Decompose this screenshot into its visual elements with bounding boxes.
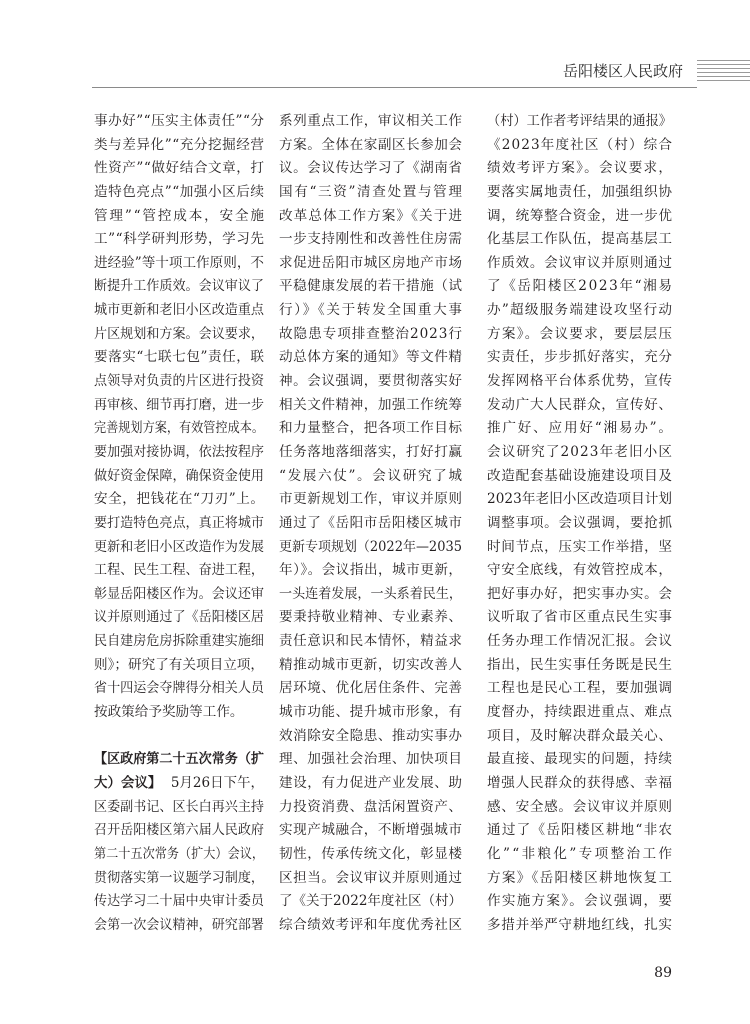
text-line: 故隐患专项排查整治2023行 <box>279 325 463 342</box>
text-line: 市更新规划工作，审议并原则 <box>279 491 463 508</box>
text-line: 综合绩效考评和年度优秀社区 <box>279 916 463 933</box>
text-line: “发展六仗”。会议研究了城 <box>279 467 464 484</box>
text-line: 通过了《岳阳市岳阳楼区城市 <box>279 514 463 531</box>
text-line: 求促进岳阳市城区房地产市场 <box>279 254 463 271</box>
text-line: 最直接、最现实的问题，持续 <box>487 751 673 768</box>
text-line: 更新专项规划（2022年—2035 <box>279 538 462 555</box>
text-line: 工程、民生工程、奋进工程， <box>94 562 264 579</box>
text-line: 要落实属地责任，加强组织协 <box>487 183 673 200</box>
header-rule <box>92 87 697 88</box>
text-line: 和力量整合，把各项工作目标 <box>279 420 463 437</box>
text-line: 方案》《岳阳楼区耕地恢复工 <box>487 869 674 886</box>
text-line: 城市更新和老旧小区改造重点 <box>94 302 264 319</box>
text-line: 年）》。会议指出，城市更新， <box>279 562 463 579</box>
text-line: 韧性，传承传统文化，彰显楼 <box>279 845 463 862</box>
paragraph-gap <box>94 725 264 749</box>
text-line: 区委副书记、区长白再兴主持 <box>94 798 264 815</box>
text-line: 化基层工作队伍，提高基层工 <box>487 231 673 248</box>
text-line: 要秉持敬业精神、专业素养、 <box>279 609 463 626</box>
text-line: 调整事项。会议强调，要抢抓 <box>487 514 673 531</box>
text-line: 方案。全体在家副区长参加会 <box>279 136 463 153</box>
text-line: 行）》《关于转发全国重大事 <box>279 302 464 319</box>
text-line: 感、安全感。会议审议并原则 <box>487 798 673 815</box>
page-number: 89 <box>654 965 672 981</box>
text-line: 要打造特色亮点，真正将城市 <box>94 514 264 531</box>
text-line: 彰显岳阳楼区作为。会议还审 <box>94 585 264 602</box>
text-line: 性资产”“做好结合文章，打 <box>94 160 265 177</box>
text-line: 作质效。会议审议并原则通过 <box>487 254 673 271</box>
text-line: 一步支持刚性和改善性住房需 <box>279 231 463 248</box>
text-line: 议听取了省市区重点民生实事 <box>487 609 673 626</box>
text-line: 区担当。会议审议并原则通过 <box>279 869 463 886</box>
text-line: 绩效考评方案》。会议要求， <box>487 160 674 177</box>
text-line: 时间节点，压实工作举措，坚 <box>487 538 673 555</box>
text-line: 化”“非粮化”专项整治工作 <box>487 845 675 862</box>
text-line: 推广好、应用好“湘易办”。 <box>487 420 674 437</box>
text-line: 更新和老旧小区改造作为发展 <box>94 538 264 555</box>
text-line: 片区规划和方案。会议要求， <box>94 325 264 342</box>
text-line: 第二十五次常务（扩大）会议， <box>94 845 264 862</box>
text-line: 一头连着发展，一头系着民生， <box>279 585 462 602</box>
text-column-1 <box>94 110 264 937</box>
header-stripe-decoration <box>697 60 750 84</box>
text-line: 做好资金保障，确保资金使用 <box>94 467 264 484</box>
text-line: 系列重点工作，审议相关工作 <box>279 113 463 129</box>
text-line: 动总体方案的通知》等文件精 <box>279 349 463 366</box>
text-line: 实现产城融合，不断增强城市 <box>279 822 463 839</box>
text-line: 实责任，步步抓好落实，充分 <box>487 349 673 366</box>
text-line: 项目，及时解决群众最关心、 <box>487 727 673 744</box>
text-line: 会议研究了2023年老旧小区 <box>487 443 674 460</box>
text-line: 通过了《岳阳楼区耕地“非农 <box>487 822 674 839</box>
text-line: 民自建房危房拆除重建实施细 <box>94 633 264 650</box>
text-line: 管理”“管控成本，安全施 <box>94 207 266 224</box>
text-line: 力投资消费、盘活闲置资产、 <box>279 798 463 815</box>
text-line: 度督办，持续跟进重点、难点 <box>487 704 673 721</box>
text-line: 造特色亮点”“加强小区后续 <box>94 183 265 200</box>
text-line: 安全，把钱花在“刀刃”上。 <box>94 491 265 508</box>
text-line: 责任意识和民本情怀，精益求 <box>279 633 463 650</box>
text-line: 改革总体工作方案》《关于进 <box>279 207 464 224</box>
text-line: 国有“三资”清查处置与管理 <box>279 183 464 200</box>
section-heading-line: 【区政府第二十五次常务（扩 <box>94 751 264 768</box>
meeting-date: 5月26日下午， <box>170 774 264 791</box>
text-line: 方案》。会议要求，要层层压 <box>487 325 674 342</box>
text-line: 办”超级服务端建设攻坚行动 <box>487 302 674 319</box>
text-line: 任务落地落细落实，打好打赢 <box>279 443 463 460</box>
text-line: 理、加强社会治理、加快项目 <box>279 751 463 768</box>
text-line: 会第一次会议精神，研究部署 <box>94 916 264 933</box>
running-header-title: 岳阳楼区人民政府 <box>562 62 683 80</box>
text-line: 2023年老旧小区改造项目计划 <box>487 491 673 508</box>
text-line: 议。会议传达学习了《湖南省 <box>279 160 463 177</box>
text-line: 类与差异化”“充分挖掘经营 <box>94 136 265 153</box>
text-line: 传达学习二十届中央审计委员 <box>94 893 264 910</box>
text-line: 要加强对接协调，依法按程序 <box>94 443 264 460</box>
text-line: 完善规划方案，有效管控成本。 <box>94 420 264 437</box>
text-line: 多措并举严守耕地红线，扎实 <box>487 916 673 933</box>
text-line: 召开岳阳楼区第六届人民政府 <box>94 822 264 839</box>
text-line: 工”“科学研判形势，学习先 <box>94 231 265 248</box>
text-column-3 <box>487 110 675 937</box>
text-column-2 <box>279 110 462 937</box>
text-line: 居环境、优化居住条件、完善 <box>279 680 463 697</box>
text-line: 工程也是民心工程，要加强调 <box>487 680 673 697</box>
text-line: 则》；研究了有关项目立项， <box>94 656 265 673</box>
text-line: 建设，有力促进产业发展、助 <box>279 774 463 791</box>
text-line: 相关文件精神，加强工作统筹 <box>279 396 463 413</box>
section-heading-line: 大）会议】 <box>94 774 162 791</box>
text-line: 平稳健康发展的若干措施（试 <box>279 278 463 295</box>
text-line: 发动广大人民群众，宣传好、 <box>487 396 673 413</box>
text-line: 再审核、细节再打磨，进一步 <box>94 396 264 413</box>
text-line: 议并原则通过了《岳阳楼区居 <box>94 609 264 626</box>
text-line: 守安全底线，有效管控成本， <box>487 562 673 579</box>
text-line: 任务办理工作情况汇报。会议 <box>487 633 673 650</box>
text-line: 了《岳阳楼区2023年“湘易 <box>487 278 674 295</box>
text-line: 神。会议强调，要贯彻落实好 <box>279 373 463 390</box>
text-line: 发挥网格平台体系优势，宣传 <box>487 373 673 390</box>
text-line: （村）工作者考评结果的通报》 <box>487 113 672 129</box>
text-line: 指出，民生实事任务既是民生 <box>487 656 673 673</box>
text-line: 增强人民群众的获得感、幸福 <box>487 774 673 791</box>
text-line: 把好事办好，把实事办实。会 <box>487 585 673 602</box>
text-line: 效消除安全隐患、推动实事办 <box>279 727 463 744</box>
text-line: 调，统筹整合资金，进一步优 <box>487 207 673 224</box>
text-line: 事办好”“压实主体责任”“分 <box>94 113 265 129</box>
text-line: 贯彻落实第一议题学习制度， <box>94 869 264 886</box>
text-line <box>94 772 263 796</box>
text-line: 要落实“七联七包”责任，联 <box>94 349 265 366</box>
text-line: 作实施方案》。会议强调，要 <box>487 893 674 910</box>
text-line: 《2023年度社区（村）综合 <box>487 136 674 153</box>
text-line: 断提升工作质效。会议审议了 <box>94 278 264 295</box>
text-line: 点领导对负责的片区进行投资 <box>94 373 264 390</box>
text-line: 进经验”等十项工作原则，不 <box>94 254 264 271</box>
text-line: 按政策给予奖励等工作。 <box>94 704 244 721</box>
text-line: 省十四运会夺牌得分相关人员 <box>94 680 264 697</box>
text-line: 了《关于2022年度社区（村） <box>279 893 462 910</box>
text-line: 城市功能、提升城市形象，有 <box>279 704 463 721</box>
text-line: 精推动城市更新，切实改善人 <box>279 656 463 673</box>
text-line: 改造配套基础设施建设项目及 <box>487 467 673 484</box>
